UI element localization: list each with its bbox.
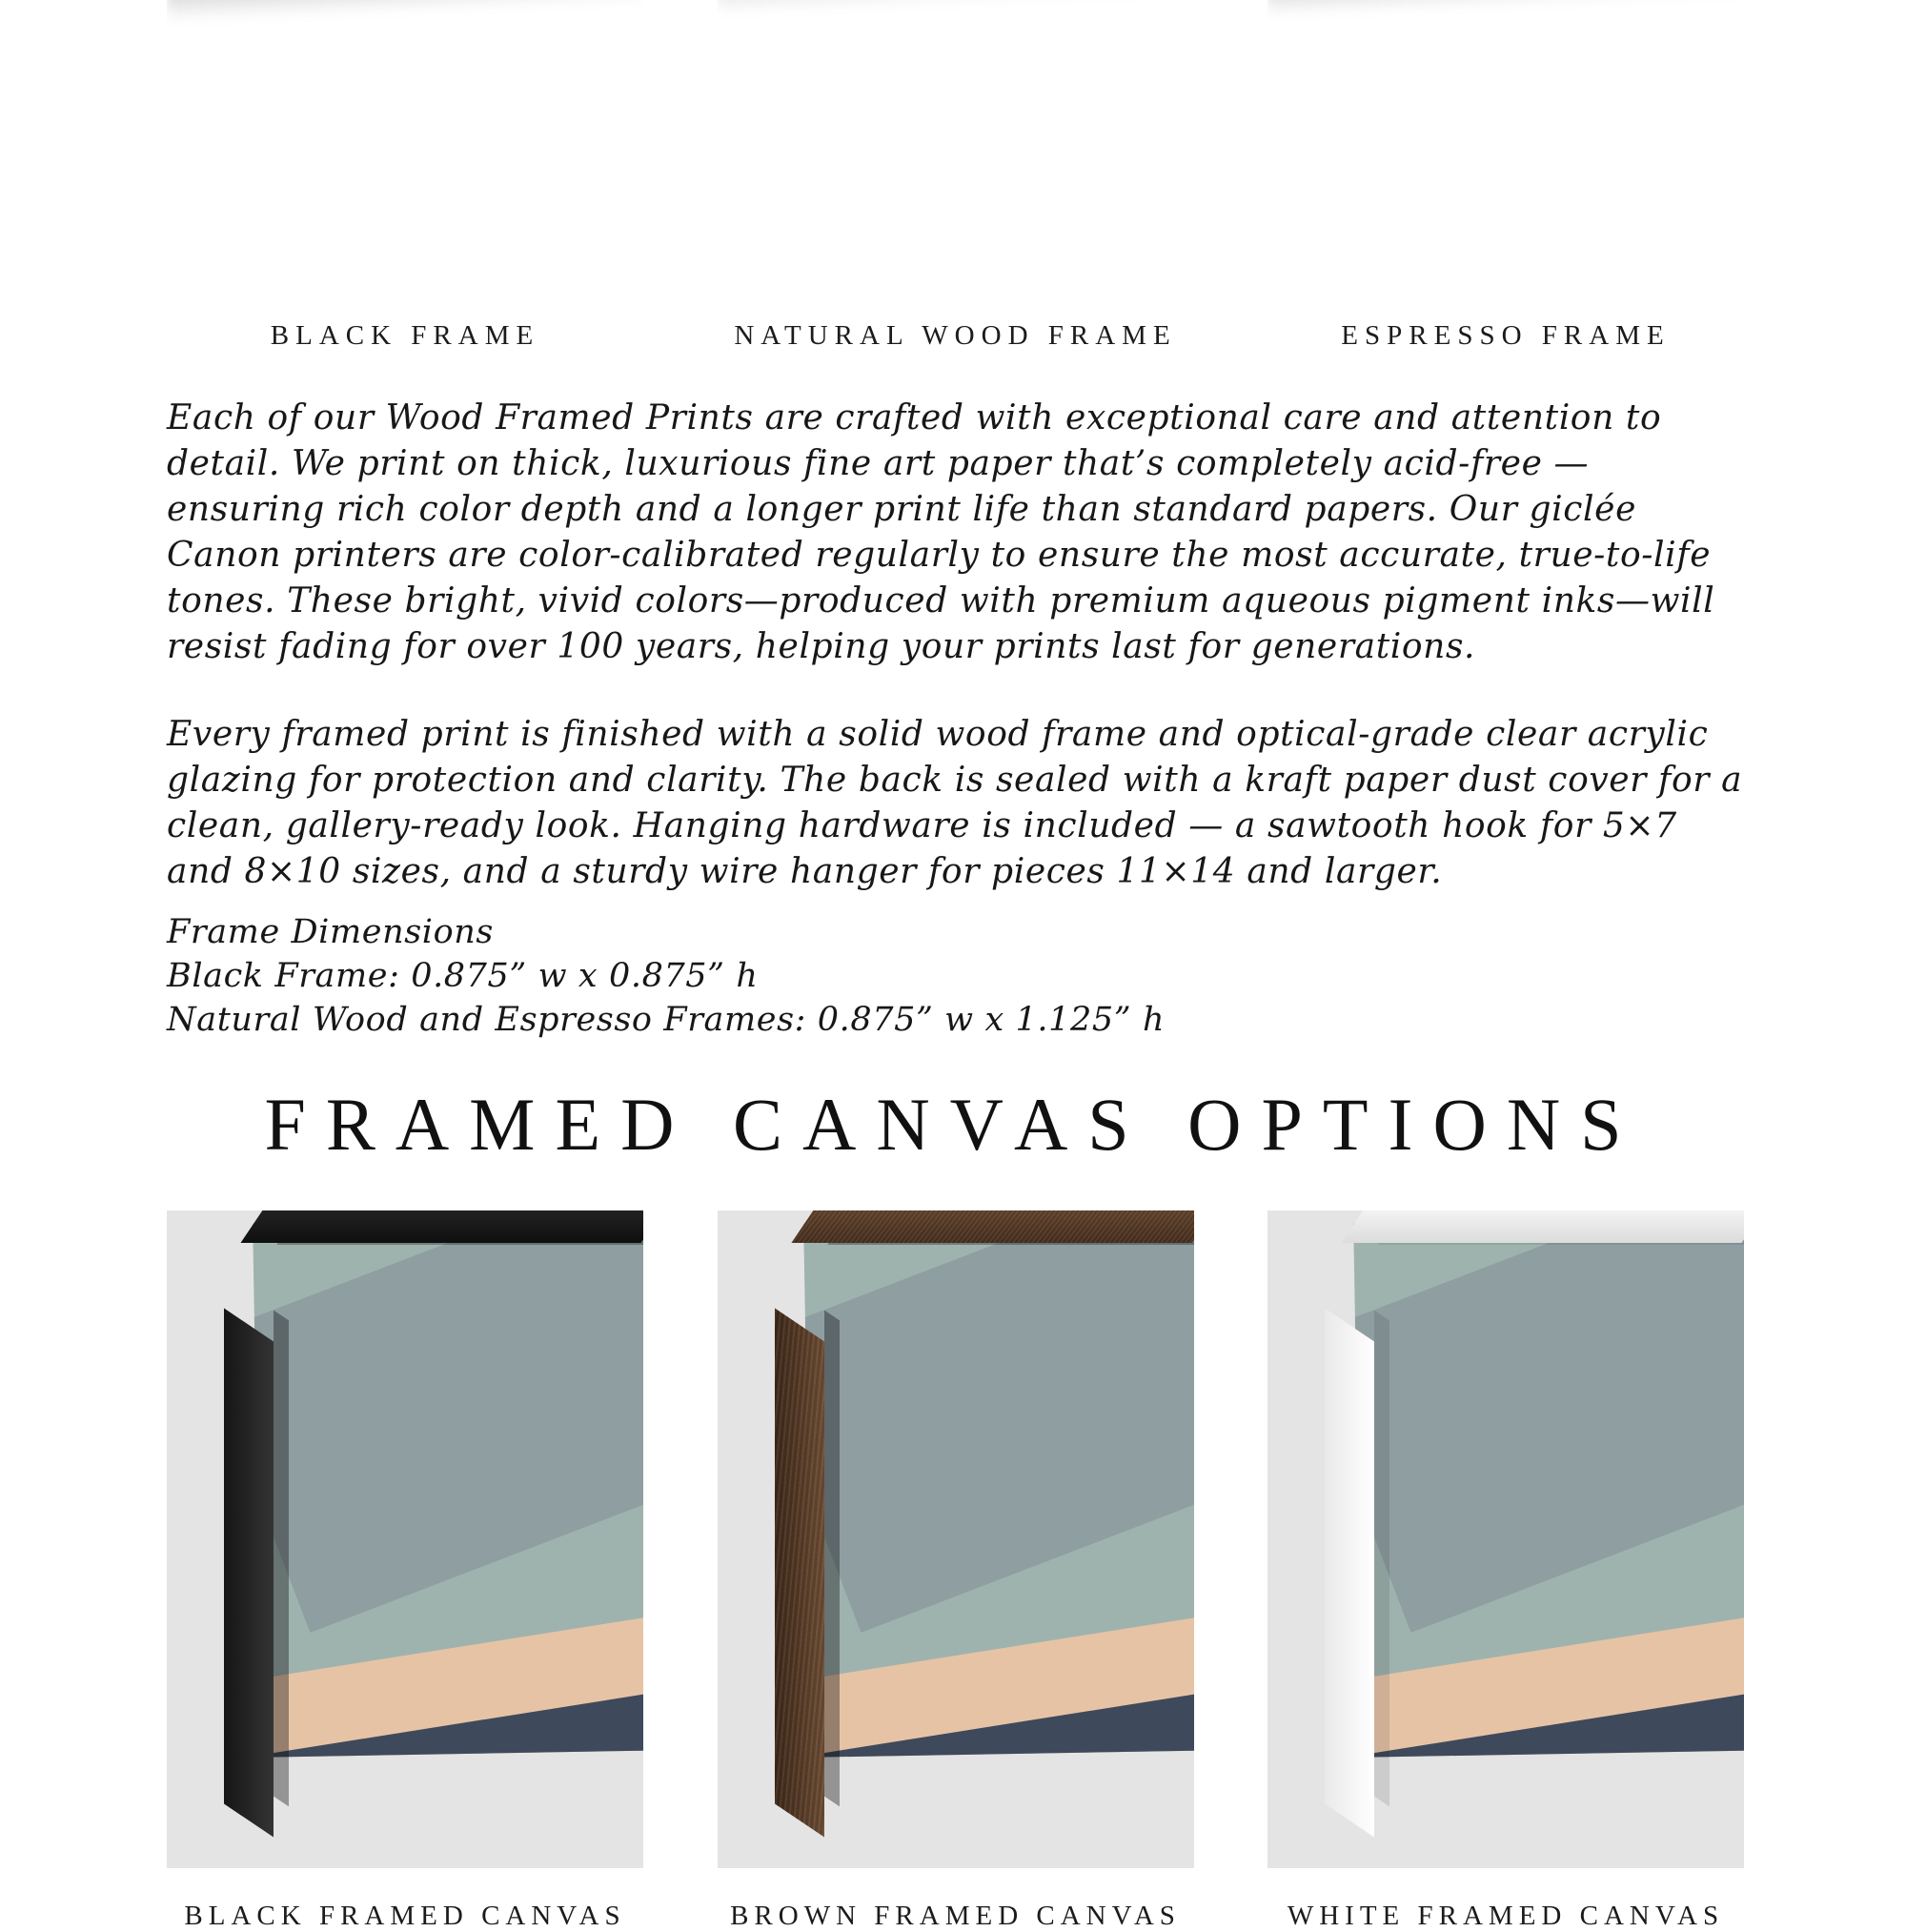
frame-option-label: BLACK FRAME — [270, 320, 540, 351]
canvas-option-label: BLACK FRAMED CANVAS — [184, 1901, 626, 1931]
photo-clip — [1267, 1210, 1744, 1868]
canvas-frame-left-rail — [775, 1308, 824, 1837]
canvas-artwork — [1353, 1216, 1744, 1757]
frame-option-label: ESPRESSO FRAME — [1341, 320, 1671, 351]
drop-shadow — [167, 0, 643, 22]
description-paragraph-1: Each of our Wood Framed Prints are crafted with exceptional care and attention to detail. We print on thick, luxurious fine art paper that’s completely acid-free — ensuring rich color depth and a longer print life than standard papers. Our giclée Canon printers are color-calibrated regularly to ensure the most accurate, true-to-life tones. These bright, vivid colors—produced with premium aqueous pigment inks—will resist fading for over 100 years, helping your prints last for generations. — [167, 398, 1715, 666]
wood-grain-texture — [775, 1308, 824, 1837]
frame-option-label: NATURAL WOOD FRAME — [734, 320, 1177, 351]
canvas-frame-top-rail — [791, 1210, 1194, 1243]
frame-option-natural-wood[interactable] — [718, 0, 1194, 352]
frame-inner-shadow-left — [824, 1311, 840, 1807]
frame-option-black[interactable] — [167, 0, 643, 352]
product-description — [167, 396, 1749, 937]
canvas-option-black[interactable] — [167, 1210, 643, 1932]
framed-canvas-options-row — [167, 1210, 1744, 1932]
frame-dimensions-line-2: Natural Wood and Espresso Frames: 0.875” w x 1.125” h — [167, 1001, 1166, 1039]
black-frame-corner-photo — [167, 0, 643, 286]
canvas-frame-top-rail — [240, 1210, 643, 1243]
brown-framed-canvas-photo — [718, 1210, 1194, 1868]
canvas-option-label: WHITE FRAMED CANVAS — [1287, 1901, 1725, 1931]
canvas-frame-left-rail — [1325, 1308, 1374, 1837]
frame-dimensions-line-1: Black Frame: 0.875” w x 0.875” h — [167, 957, 759, 995]
frame-inner-shadow-left — [274, 1311, 289, 1807]
canvas-frame-left-rail — [224, 1308, 274, 1837]
wood-grain-texture — [791, 1210, 1194, 1243]
canvas-option-brown[interactable] — [718, 1210, 1194, 1932]
photo-clip — [718, 1210, 1194, 1868]
drop-shadow — [718, 0, 1194, 14]
canvas-artwork — [253, 1216, 643, 1757]
black-framed-canvas-photo — [167, 1210, 643, 1868]
canvas-artwork — [803, 1216, 1194, 1757]
description-paragraph-2: Every framed print is finished with a solid wood frame and optical-grade clear acrylic glazing for protection and clarity. The back is sealed with a kraft paper dust cover for a clean, gallery-ready look. Hanging hardware is included — a sawtooth hook for 5×7 and 8×10 sizes, and a sturdy wire hanger for pieces 11×14 and larger. — [167, 715, 1743, 891]
canvas-frame-top-rail — [1341, 1210, 1744, 1243]
espresso-frame-corner-photo — [1267, 0, 1744, 286]
natural-wood-frame-corner-photo — [718, 0, 1194, 286]
frame-dimensions-heading: Frame Dimensions — [167, 913, 494, 951]
frame-options-row — [167, 0, 1744, 352]
frame-dimensions-block — [167, 910, 1749, 1042]
canvas-option-label: BROWN FRAMED CANVAS — [730, 1901, 1181, 1931]
frame-inner-shadow-left — [1374, 1311, 1389, 1807]
framed-canvas-section-title: FRAMED CANVAS OPTIONS — [264, 1083, 1642, 1166]
drop-shadow — [1267, 0, 1744, 16]
canvas-option-white[interactable] — [1267, 1210, 1744, 1932]
frame-option-espresso[interactable] — [1267, 0, 1744, 352]
photo-clip — [167, 1210, 643, 1868]
white-framed-canvas-photo — [1267, 1210, 1744, 1868]
